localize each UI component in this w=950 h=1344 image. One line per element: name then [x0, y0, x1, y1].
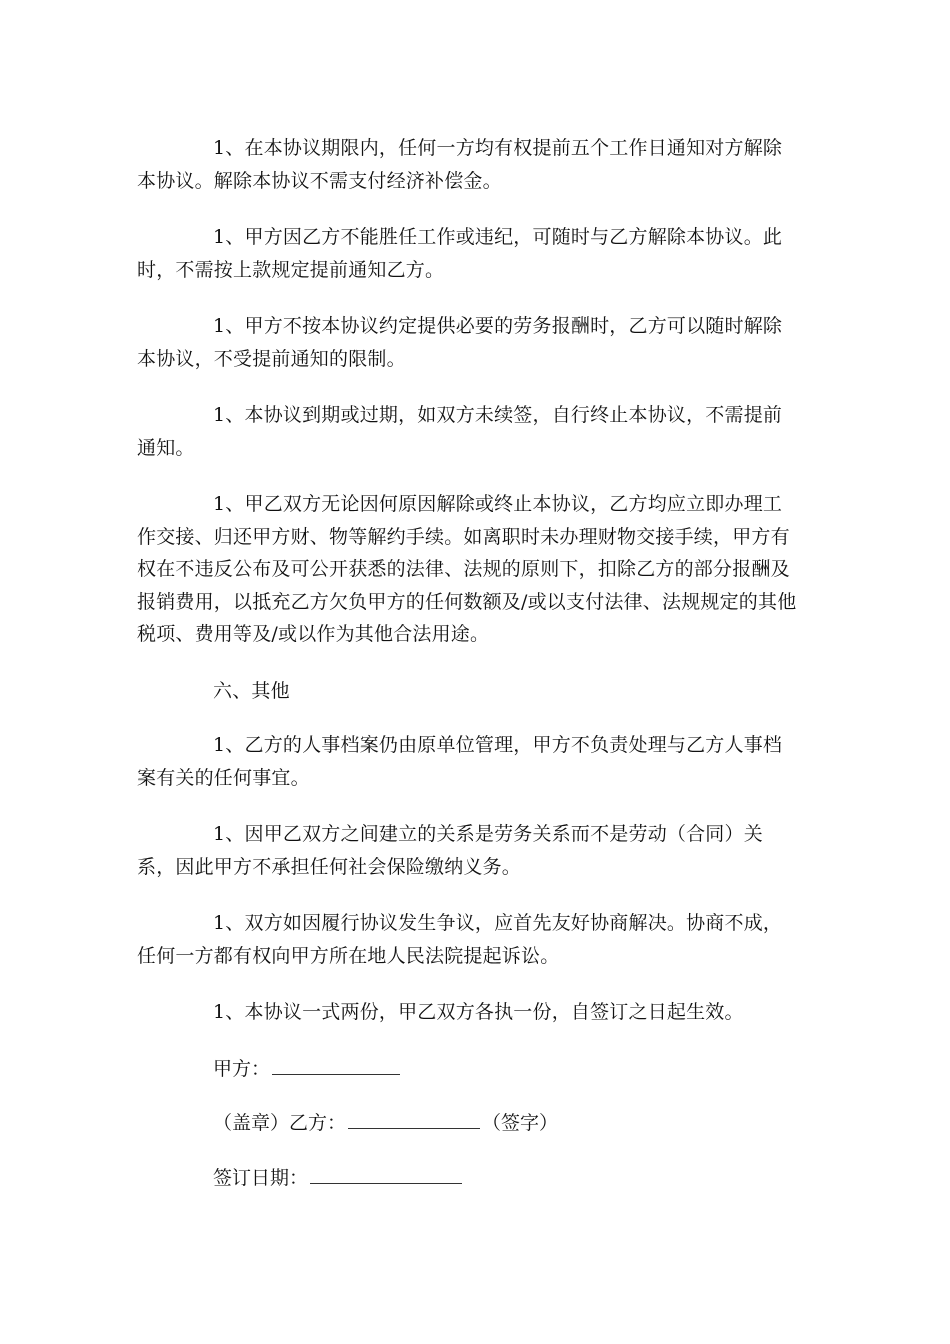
seal-note: （盖章）: [213, 1112, 290, 1134]
termination-clause-5: 1、甲乙双方无论因何原因解除或终止本协议，乙方均应立即办理工作交接、归还甲方财、物等解约手续。如离职时未办理财物交接手续，甲方有权在不违反公布及可公开获悉的法律、法规的原则下，扣除乙方的部分报酬及报销费用，以抵充乙方欠负甲方的任何数额及/或以支付法律、法规规定的其他税项、费用等及/或以作为其他合法用途。: [137, 493, 797, 645]
section-six-heading: 六、其他: [213, 679, 290, 702]
document-page: [137, 132, 801, 1216]
party-a-signature-line: [213, 1053, 801, 1086]
other-clause-1: 1、乙方的人事档案仍由原单位管理，甲方不负责处理与乙方人事档案有关的任何事宜。: [137, 734, 783, 789]
signing-date-label: 签订日期：: [213, 1166, 309, 1189]
signing-date-blank[interactable]: [310, 1163, 462, 1184]
party-a-blank[interactable]: [272, 1054, 400, 1075]
party-b-blank[interactable]: [348, 1108, 480, 1129]
party-b-signature-line: [213, 1107, 801, 1140]
party-a-label: 甲方：: [213, 1057, 271, 1080]
other-clause-2: 1、因甲乙双方之间建立的关系是劳务关系而不是劳动（合同）关系，因此甲方不承担任何社会保险缴纳义务。: [137, 823, 763, 878]
sign-note: （签字）: [482, 1112, 559, 1134]
termination-clause-2: 1、甲方因乙方不能胜任工作或违纪，可随时与乙方解除本协议。此时，不需按上款规定提前通知乙方。: [137, 226, 783, 281]
termination-clause-1: 1、在本协议期限内，任何一方均有权提前五个工作日通知对方解除本协议。解除本协议不需支付经济补偿金。: [137, 137, 783, 192]
termination-clause-4: 1、本协议到期或过期，如双方未续签，自行终止本协议，不需提前通知。: [137, 404, 783, 459]
termination-clause-3: 1、甲方不按本协议约定提供必要的劳务报酬时，乙方可以随时解除本协议，不受提前通知的限制。: [137, 315, 783, 370]
other-clause-4: 1、本协议一式两份，甲乙双方各执一份，自签订之日起生效。: [213, 1001, 744, 1023]
signing-date-line: [213, 1162, 801, 1195]
other-clause-3: 1、双方如因履行协议发生争议，应首先友好协商解决。协商不成，任何一方都有权向甲方所在地人民法院提起诉讼。: [137, 912, 783, 967]
party-b-label: 乙方：: [289, 1112, 347, 1134]
